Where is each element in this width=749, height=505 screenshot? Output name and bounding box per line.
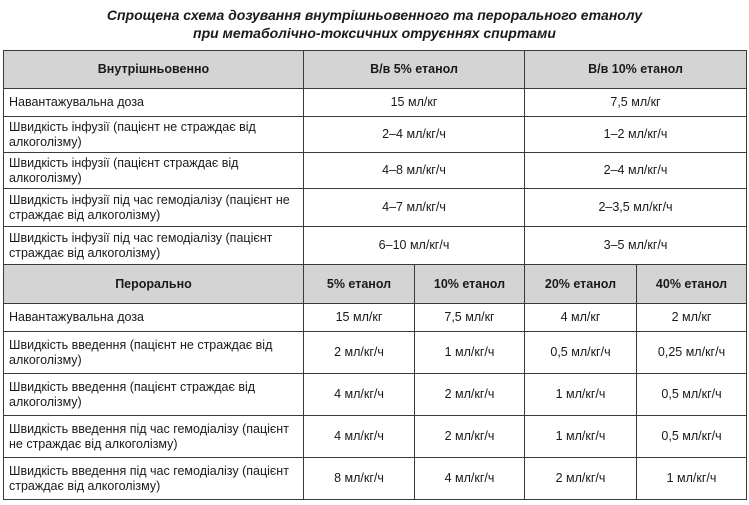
iv-5pct-value: 4–8 мл/кг/ч xyxy=(304,153,525,189)
oral-20pct-value: 4 мл/кг xyxy=(525,304,637,332)
table-row xyxy=(4,332,747,374)
oral-10pct-value: 2 мл/кг/ч xyxy=(415,374,525,416)
iv-header-10pct: В/в 10% етанол xyxy=(525,51,747,89)
oral-20pct-value: 1 мл/кг/ч xyxy=(525,374,637,416)
iv-10pct-value: 1–2 мл/кг/ч xyxy=(525,117,747,153)
oral-40pct-value: 2 мл/кг xyxy=(637,304,747,332)
table-row xyxy=(4,416,747,458)
iv-header-5pct: В/в 5% етанол xyxy=(304,51,525,89)
row-label: Швидкість введення під час гемодіалізу (пацієнт не страждає від алкоголізму) xyxy=(4,416,304,458)
oral-header-40pct: 40% етанол xyxy=(637,265,747,304)
oral-header-row xyxy=(4,265,747,304)
oral-header-5pct: 5% етанол xyxy=(304,265,415,304)
table-row xyxy=(4,117,747,153)
iv-5pct-value: 15 мл/кг xyxy=(304,89,525,117)
oral-5pct-value: 2 мл/кг/ч xyxy=(304,332,415,374)
table-row xyxy=(4,89,747,117)
oral-20pct-value: 1 мл/кг/ч xyxy=(525,416,637,458)
iv-10pct-value: 7,5 мл/кг xyxy=(525,89,747,117)
row-label: Швидкість інфузії під час гемодіалізу (пацієнт страждає від алкоголізму) xyxy=(4,227,304,265)
title-line-2: при метаболічно-токсичних отруєннях спиртами xyxy=(193,25,556,41)
table-row xyxy=(4,374,747,416)
title-line-1: Спрощена схема дозування внутрішньовенного та перорального етанолу xyxy=(106,7,643,23)
oral-5pct-value: 8 мл/кг/ч xyxy=(304,458,415,500)
oral-5pct-value: 4 мл/кг/ч xyxy=(304,416,415,458)
oral-40pct-value: 1 мл/кг/ч xyxy=(637,458,747,500)
row-label: Швидкість введення (пацієнт страждає від алкоголізму) xyxy=(4,374,304,416)
oral-header-20pct: 20% етанол xyxy=(525,265,637,304)
row-label: Швидкість інфузії (пацієнт страждає від алкоголізму) xyxy=(4,153,304,189)
iv-header-row xyxy=(4,51,747,89)
table-row xyxy=(4,153,747,189)
oral-10pct-value: 1 мл/кг/ч xyxy=(415,332,525,374)
oral-header-10pct: 10% етанол xyxy=(415,265,525,304)
table-row xyxy=(4,304,747,332)
ethanol-dosing-table xyxy=(3,50,747,500)
oral-5pct-value: 4 мл/кг/ч xyxy=(304,374,415,416)
oral-10pct-value: 7,5 мл/кг xyxy=(415,304,525,332)
table-row xyxy=(4,227,747,265)
row-label: Швидкість інфузії (пацієнт не страждає від алкоголізму) xyxy=(4,117,304,153)
row-label: Швидкість інфузії під час гемодіалізу (пацієнт не страждає від алкоголізму) xyxy=(4,189,304,227)
oral-40pct-value: 0,25 мл/кг/ч xyxy=(637,332,747,374)
table-row xyxy=(4,458,747,500)
oral-10pct-value: 2 мл/кг/ч xyxy=(415,416,525,458)
oral-20pct-value: 0,5 мл/кг/ч xyxy=(525,332,637,374)
iv-5pct-value: 6–10 мл/кг/ч xyxy=(304,227,525,265)
iv-5pct-value: 2–4 мл/кг/ч xyxy=(304,117,525,153)
iv-10pct-value: 2–4 мл/кг/ч xyxy=(525,153,747,189)
iv-header-label: Внутрішньовенно xyxy=(4,51,304,89)
oral-40pct-value: 0,5 мл/кг/ч xyxy=(637,416,747,458)
row-label: Швидкість введення (пацієнт не страждає від алкоголізму) xyxy=(4,332,304,374)
table-row xyxy=(4,189,747,227)
row-label: Навантажувальна доза xyxy=(4,304,304,332)
document-title xyxy=(0,6,749,42)
oral-header-label: Перорально xyxy=(4,265,304,304)
oral-40pct-value: 0,5 мл/кг/ч xyxy=(637,374,747,416)
row-label: Швидкість введення під час гемодіалізу (пацієнт страждає від алкоголізму) xyxy=(4,458,304,500)
oral-10pct-value: 4 мл/кг/ч xyxy=(415,458,525,500)
oral-20pct-value: 2 мл/кг/ч xyxy=(525,458,637,500)
iv-10pct-value: 3–5 мл/кг/ч xyxy=(525,227,747,265)
iv-5pct-value: 4–7 мл/кг/ч xyxy=(304,189,525,227)
oral-5pct-value: 15 мл/кг xyxy=(304,304,415,332)
row-label: Навантажувальна доза xyxy=(4,89,304,117)
iv-10pct-value: 2–3,5 мл/кг/ч xyxy=(525,189,747,227)
